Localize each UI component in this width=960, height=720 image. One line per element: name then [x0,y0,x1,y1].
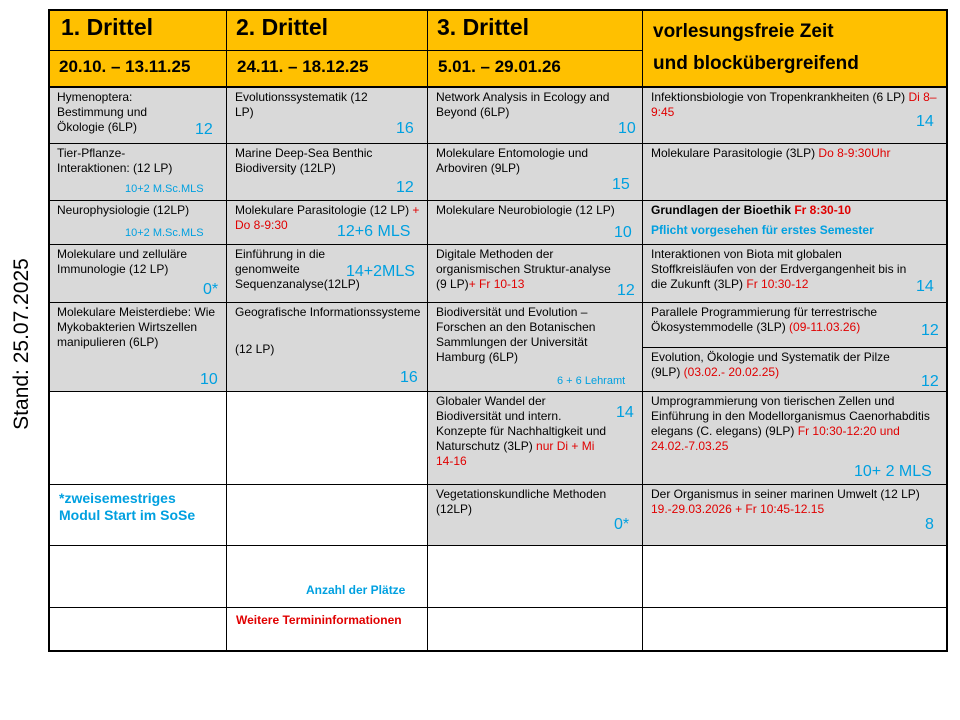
course-bioethik: Grundlagen der Bioethik Fr 8:30-10 Pflicht vorgesehen für erstes Semester [643,200,947,244]
empty-cell [227,484,428,545]
places-count: 8 [925,516,934,533]
places-count: 15 [612,176,630,193]
course-hymenoptera: Hymenoptera: Bestimmung und Ökologie (6LP) 12 [49,87,227,143]
course-parallele-programmierung: Parallele Programmierung für terrestrische Ökosystemmodelle (3LP) (09-11.03.26) 12 [643,302,947,347]
empty-cell [227,391,428,484]
header-col3: 3. Drittel [428,10,643,51]
places-count: 14 [616,404,634,421]
course-infektionsbiologie: Infektionsbiologie von Tropenkrankheiten (6 LP) Di 8–9:45 14 [643,87,947,143]
places-note: 6 + 6 Lehramt [557,375,626,387]
grid-line [48,484,948,485]
places-count: 12+6 MLS [337,223,411,240]
places-count: 12 [921,373,939,390]
grid-line [48,302,948,303]
grid-line [48,9,50,652]
header-col2: 2. Drittel [227,10,428,51]
places-count: 16 [400,369,418,386]
places-count: 16 [396,120,414,137]
course-marine-umwelt: Der Organismus in seiner marinen Umwelt (12 LP) 19.-29.03.2026 + Fr 10:45-12.15 8 [643,484,947,545]
course-umprogrammierung: Umprogrammierung von tierischen Zellen und Einführung in den Modellorganismus Caenorhabditis elegans (C. elegans) (9LP) Fr 10:30-12:20 und 24.02.-7.03.25 10+ 2 MLS [643,391,947,484]
empty-cell [428,607,643,651]
footnote-zweisemestrig: *zweisemestriges Modul Start im SoSe [59,490,196,523]
places-note: 10+2 M.Sc.MLS [125,183,204,195]
course-pilze: Evolution, Ökologie und Systematik der Pilze (9LP) (03.02.- 20.02.25) 12 [643,347,947,391]
places-count: 12 [396,179,414,196]
header-col1: 1. Drittel [49,10,227,51]
course-globaler-wandel: Globaler Wandel der Biodiversität und intern. Konzepte für Nachhaltigkeit und Naturschutz (3LP) nur Di + Mi 14-16 14 [428,391,643,484]
dates-col3: 5.01. – 29.01.26 [428,51,643,87]
course-neurobiologie: Molekulare Neurobiologie (12 LP) 10 [428,200,643,244]
grid-line [48,86,948,88]
course-biodiversitaet-evolution: Biodiversität und Evolution – Forschen an den Botanischen Sammlungen der Universität Hamburg (6LP) 6 + 6 Lehramt [428,302,643,391]
grid-line [946,9,948,652]
legend-more-info: Weitere Termininformationen [236,613,402,627]
course-neurophysiologie: Neurophysiologie (12LP) 10+2 M.Sc.MLS [49,200,227,244]
legend-cell-info [227,607,428,651]
grid-line [48,545,948,546]
dates-col2: 24.11. – 18.12.25 [227,51,428,87]
grid-line [48,650,948,652]
places-count: 14 [916,278,934,295]
grid-line [48,50,643,51]
course-gis: Geografische Informationssysteme (12 LP) 16 [227,302,428,391]
course-mol-parasitologie-3lp: Molekulare Parasitologie (3LP) Do 8-9:30Uhr [643,143,947,200]
course-tier-pflanze: Tier-Pflanze-Interaktionen: (12 LP) 10+2 M.Sc.MLS [49,143,227,200]
places-count: 12 [921,322,939,339]
grid-line [48,200,948,201]
course-entomologie: Molekulare Entomologie und Arboviren (9LP) 15 [428,143,643,200]
empty-cell [49,545,227,607]
places-count: 10+ 2 MLS [854,463,932,480]
course-evolutionssystematik: Evolutionssystematik (12 LP) 16 [227,87,428,143]
places-count: 12 [617,282,635,299]
dates-col1: 20.10. – 13.11.25 [49,51,227,87]
course-network-analysis: Network Analysis in Ecology and Beyond (6LP) 10 [428,87,643,143]
legend-cell-places [227,545,428,607]
empty-cell [643,607,947,651]
grid-line [48,143,948,144]
note-cell [49,484,227,545]
places-count: 12 [195,121,213,138]
grid-line [48,244,948,245]
header-col4: vorlesungsfreie Zeit und blockübergreifend [643,10,947,87]
places-count: 10 [614,224,632,241]
course-meisterdiebe: Molekulare Meisterdiebe: Wie Mykobakterien Wirtszellen manipulieren (6LP) 10 [49,302,227,391]
places-count: 10 [200,371,218,388]
course-mol-parasitologie-12lp: Molekulare Parasitologie (12 LP) + Do 8-9:30 12+6 MLS [227,200,428,244]
course-sequenzanalyse: Einführung in die genomweite Sequenzanalyse(12LP) 14+2MLS [227,244,428,302]
course-digitale-methoden: Digitale Methoden der organismischen Struktur-analyse (9 LP)+ Fr 10-13 12 [428,244,643,302]
course-vegetationskunde: Vegetationskundliche Methoden (12LP) 0* [428,484,643,545]
grid-line [48,9,948,11]
places-count: 10 [618,120,636,137]
grid-line [226,9,227,652]
grid-line [643,347,948,348]
course-interaktionen-biota: Interaktionen von Biota mit globalen Stoffkreisläufen von der Erdvergangenheit bis in die Zukunft (3LP) Fr 10:30-12 14 [643,244,947,302]
empty-cell [428,545,643,607]
stand-text: Stand: 25.07.2025 [10,258,33,430]
grid-line [48,607,948,608]
grid-line [48,391,948,392]
places-count: 14+2MLS [346,263,415,280]
empty-cell [643,545,947,607]
places-note: 10+2 M.Sc.MLS [125,227,204,239]
places-count: 0* [614,516,630,533]
grid-line [427,9,428,652]
grid-line [642,9,643,652]
empty-cell [49,391,227,484]
course-marine-deep-sea: Marine Deep-Sea Benthic Biodiversity (12LP) 12 [227,143,428,200]
places-count: 14 [916,113,934,130]
empty-cell [49,607,227,651]
course-immunologie: Molekulare und zelluläre Immunologie (12 LP) 0* [49,244,227,302]
legend-places: Anzahl der Plätze [306,583,406,597]
places-count: 0* [203,281,219,298]
